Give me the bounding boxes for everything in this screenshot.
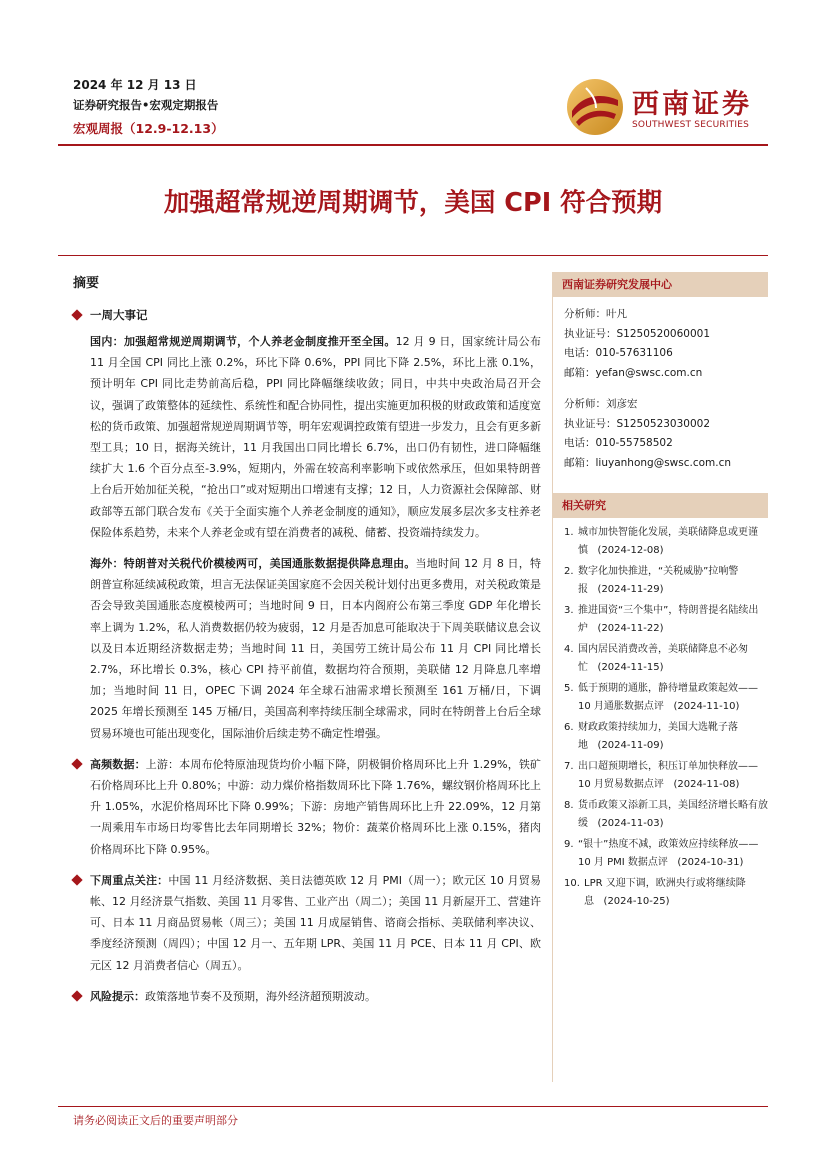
high-frequency-paragraph bbox=[73, 754, 541, 860]
item-number: 3. bbox=[564, 605, 574, 616]
next-week-paragraph bbox=[73, 870, 541, 976]
item-text: 国内居民消费改善，美联储降息不必匆忙 bbox=[578, 644, 748, 673]
item-number: 5. bbox=[564, 683, 574, 694]
bullet-diamond-icon bbox=[71, 990, 82, 1001]
risk-lead: 风险提示： bbox=[90, 989, 145, 1003]
high-frequency-lead: 高频数据： bbox=[90, 757, 146, 771]
summary-heading: 摘要 bbox=[73, 276, 100, 291]
bullet-diamond-icon bbox=[71, 309, 82, 320]
overseas-paragraph bbox=[73, 553, 541, 744]
item-text: 推进国资“三个集中”，特朗普提名陆续出炉 bbox=[578, 605, 759, 634]
overseas-lead: 海外：特朗普对关税代价模棱两可，美国通胀数据提供降息理由。 bbox=[90, 557, 416, 571]
sidebar bbox=[552, 272, 768, 914]
list-item[interactable] bbox=[564, 758, 768, 793]
footer-divider bbox=[58, 1106, 768, 1107]
item-text: “银十”热度不减，政策效应持续释放——10 月 PMI 数据点评 bbox=[578, 839, 759, 868]
list-item[interactable] bbox=[564, 719, 768, 754]
bullet-diamond-icon bbox=[71, 874, 82, 885]
research-center-header: 西南证券研究发展中心 bbox=[552, 272, 768, 297]
item-date: (2024-12-08) bbox=[597, 544, 664, 556]
section-title bbox=[73, 305, 541, 325]
list-item[interactable] bbox=[564, 641, 768, 676]
list-item[interactable] bbox=[564, 797, 768, 832]
logo-chinese-name: 西南证券 bbox=[632, 89, 752, 120]
item-text: LPR 又迎下调，欧洲央行或将继续降息 bbox=[584, 878, 746, 907]
item-number: 7. bbox=[564, 761, 574, 772]
bullet-diamond-icon bbox=[71, 758, 82, 769]
report-subtitle: 宏观周报（12.9-12.13） bbox=[73, 121, 224, 136]
report-date: 2024 年 12 月 13 日 bbox=[73, 78, 197, 92]
domestic-lead: 国内：加强超常规逆周期调节，个人养老金制度推开至全国。 bbox=[90, 335, 396, 348]
domestic-paragraph bbox=[73, 331, 541, 543]
item-number: 8. bbox=[564, 800, 574, 811]
item-number: 10. bbox=[564, 878, 580, 889]
header-divider bbox=[58, 144, 768, 146]
item-number: 9. bbox=[564, 839, 574, 850]
item-date: (2024-11-08) bbox=[673, 778, 740, 790]
item-date: (2024-11-15) bbox=[597, 661, 664, 673]
item-number: 4. bbox=[564, 644, 574, 655]
item-text: 数字化加快推进，“关税威胁”拉响警报 bbox=[578, 566, 739, 595]
footer-note: 请务必阅读正文后的重要声明部分 bbox=[73, 1114, 238, 1127]
analyst-block bbox=[552, 305, 768, 383]
item-text: 出口超预期增长，积压订单加快释放——10 月贸易数据点评 bbox=[578, 761, 758, 790]
list-item[interactable] bbox=[564, 680, 768, 715]
risk-body: 政策落地节奏不及预期，海外经济超预期波动。 bbox=[145, 989, 376, 1003]
analyst-block bbox=[552, 395, 768, 473]
list-item[interactable] bbox=[564, 563, 768, 598]
list-item[interactable] bbox=[564, 836, 768, 871]
company-logo bbox=[566, 78, 766, 138]
domestic-body: 12 月 9 日，国家统计局公布 11 月全国 CPI 同比上涨 0.2%，环比下降 0.6%，PPI 同比下降 2.5%，环比上涨 0.1%，预计明年 CPI 同比走势前高后稳，PPI 同比降幅继续收敛；同日，中共中央政治局召开会议，强调了政策整体的延续性、系统性和配合协同性，提出实施更加积极的财政政策和适度宽松的货币政策、加强超常规逆周期调节等，明年宏观调控政策有望进一步发力，且会有更多新型工具；10 日，据海关统计，11 月我国出口同比增长 6.7%，出口仍有韧性，进口降幅继续扩大 1.6 个百分点至-3.9%，短期内，外需在较高利率影响下或依然承压，但如果特朗普上台后开始加征关税，“抢出口”或对短期出口增速有支撑；12 日，人力资源社会保障部、财政部等五部门联合发布《关于全面实施个人养老金制度的通知》，顺应发展多层次多支柱养老保险体系趋势，未来个人养老金或有望在消费者的减税、储蓄、投资端持续发力。 bbox=[90, 335, 541, 539]
item-number: 1. bbox=[564, 527, 574, 538]
next-week-body: 中国 11 月经济数据、美日法德英欧 12 月 PMI（周一）；欧元区 10 月贸易帐、12 月经济景气指数、美国 11 月零售、工业产出（周二）；美国 11 月新屋开工、营建许可、日本 11 月商品贸易帐（周三）；美国 11 月成屋销售、谘商会指标、美联储利率决议、季度经济预测（周四）；中国 12 月一、五年期 LPR、美国 11 月 PCE、日本 11 月 CPI、欧元区 12 月消费者信心（周五）。 bbox=[90, 873, 541, 972]
item-text: 低于预期的通胀，静待增量政策起效——10 月通胀数据点评 bbox=[578, 683, 758, 712]
item-number: 2. bbox=[564, 566, 574, 577]
item-date: (2024-10-31) bbox=[677, 856, 744, 868]
item-date: (2024-11-09) bbox=[597, 739, 664, 751]
section-title-text: 一周大事记 bbox=[90, 308, 148, 322]
analyst-name: 分析师：刘彦宏 bbox=[564, 398, 638, 410]
analyst-email[interactable]: 邮箱：yefan@swsc.com.cn bbox=[564, 366, 703, 379]
summary-column bbox=[73, 272, 541, 1017]
title-divider bbox=[58, 255, 768, 256]
logo-mark-icon bbox=[566, 78, 624, 136]
risk-paragraph bbox=[73, 986, 541, 1007]
item-text: 城市加快智能化发展，美联储降息或更谨慎 bbox=[578, 527, 758, 556]
related-research-list bbox=[552, 518, 768, 910]
analyst-phone: 电话：010-57631106 bbox=[564, 347, 673, 359]
overseas-body: 当地时间 12 月 8 日，特朗普宣称延续减税政策，坦言无法保证美国家庭不会因关税计划付出更多费用，对关税政策是否会导致美国通胀态度模棱两可；当地时间 9 日，日本内阁府公布第三季度 GDP 年化增长率上调为 1.2%，私人消费数据仍较为疲弱，12 月是否加息可能取决于下周美联储议息会议以及日本近期经济数据走势；当地时间 11 日，美国劳工统计局公布 11 月 CPI 同比增长 2.7%，环比增长 0.3%，核心 CPI 持平前值，数据均符合预期，美联储 12 月降息几率增加；当地时间 11 日，OPEC 下调 2024 年全球石油需求增长预测至 161 万桶/日，下调 2025 年增长预测至 145 万桶/日，美国高利率持续压制全球需求，同时在特朗普上台后全球贸易环境也可能出现变化，国际油价后续走势不确定性增强。 bbox=[90, 557, 542, 740]
item-text: 货币政策又添新工具，美国经济增长略有放缓 bbox=[578, 800, 768, 829]
item-date: (2024-11-03) bbox=[597, 817, 664, 829]
analyst-phone: 电话：010-55758502 bbox=[564, 437, 673, 449]
item-date: (2024-11-29) bbox=[597, 583, 664, 595]
list-item[interactable] bbox=[564, 875, 768, 910]
list-item[interactable] bbox=[564, 602, 768, 637]
next-week-lead: 下周重点关注： bbox=[90, 873, 169, 887]
list-item[interactable] bbox=[564, 524, 768, 559]
item-date: (2024-11-22) bbox=[597, 622, 664, 634]
high-frequency-body: 上游：本周布伦特原油现货均价小幅下降，阴极铜价格周环比上升 1.29%，铁矿石价格周环比上升 0.80%；中游：动力煤价格指数周环比下降 1.76%，螺纹钢价格周环比上升 1.05%，水泥价格周环比下降 0.99%；下游：房地产销售周环比上升 22.09%，12 月第一周乘用车市场日均零售比去年同期增长 32%；物价：蔬菜价格周环比上涨 0.15%，猪肉价格周环比下降 0.95%。 bbox=[90, 757, 541, 856]
analyst-name: 分析师：叶凡 bbox=[564, 308, 627, 320]
item-number: 6. bbox=[564, 722, 574, 733]
analyst-cert: 执业证号：S1250523030002 bbox=[564, 417, 711, 430]
analyst-cert: 执业证号：S1250520060001 bbox=[564, 327, 711, 340]
logo-english-name: SOUTHWEST SECURITIES bbox=[632, 120, 750, 130]
analyst-email[interactable]: 邮箱：liuyanhong@swsc.com.cn bbox=[564, 456, 732, 469]
item-text: 财政政策持续加力，美国大选靴子落地 bbox=[578, 722, 738, 751]
related-research-header: 相关研究 bbox=[552, 493, 768, 518]
report-type: 证券研究报告•宏观定期报告 bbox=[73, 98, 219, 112]
item-date: (2024-10-25) bbox=[603, 895, 670, 907]
report-title: 加强超常规逆周期调节，美国 CPI 符合预期 bbox=[163, 188, 663, 218]
item-date: (2024-11-10) bbox=[673, 700, 740, 712]
